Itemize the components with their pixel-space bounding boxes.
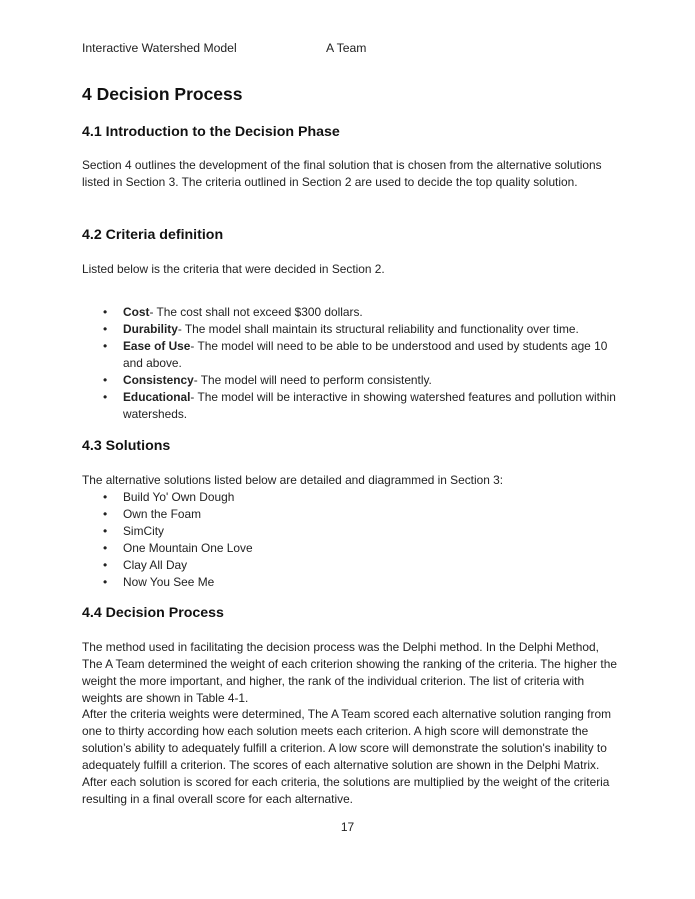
list-item: [82, 389, 622, 423]
list-item: • One Mountain One Love: [82, 540, 622, 557]
criterion-description: - The cost shall not exceed $300 dollars.: [149, 305, 363, 319]
decision-paragraph-2: After the criteria weights were determined, The A Team scored each alternative solution ranging from one to thirty according how each solution meets each criterion. A high score will demonstrate the solution’s ability to adequately fulfill a criterion. A low score will demonstrate the solution's inability to adequately fulfill a criterion. The scores of each alternative solution are shown in the Delphi Matrix. After each solution is scored for each criteria, the solutions are multiplied by the weight of the criteria resulting in a final overall score for each alternative.: [82, 707, 611, 806]
heading-4-4: 4.4 Decision Process: [82, 605, 224, 621]
criterion-term: Durability: [123, 322, 178, 336]
criterion-description: - The model will need to be able to be understood and used by students age 10 and above.: [123, 339, 608, 370]
list-item: [82, 338, 622, 372]
header-document-title: Interactive Watershed Model: [82, 41, 237, 55]
criterion-description: - The model will be interactive in showing watershed features and pollution within watersheds.: [123, 390, 616, 421]
criteria-intro: Listed below is the criteria that were decided in Section 2.: [82, 262, 385, 276]
heading-4-3: 4.3 Solutions: [82, 438, 171, 454]
criteria-list: [82, 304, 622, 423]
list-item: [82, 321, 622, 338]
list-item: [82, 372, 622, 389]
list-item: • SimCity: [82, 523, 622, 540]
heading-4-1: 4.1 Introduction to the Decision Phase: [82, 124, 340, 140]
criterion-term: Consistency: [123, 373, 194, 387]
decision-paragraph-1: The method used in facilitating the decision process was the Delphi method. In the Delphi Method, The A Team determined the weight of each criterion showing the ranking of the criteria. The higher the weight the more important, and higher, the rank of the individual criterion. The list of criteria with weights are shown in Table 4-1.: [82, 640, 617, 705]
list-item: • Clay All Day: [82, 557, 622, 574]
intro-paragraph: Section 4 outlines the development of the final solution that is chosen from the alternative solutions listed in Section 3. The criteria outlined in Section 2 are used to decide the top quality solution.: [82, 158, 602, 189]
list-item: [82, 304, 622, 321]
criterion-term: Cost: [123, 305, 150, 319]
criterion-term: Ease of Use: [123, 339, 191, 353]
criterion-description: - The model will need to perform consistently.: [193, 373, 432, 387]
list-item: • Now You See Me: [82, 574, 622, 591]
running-header: [82, 41, 367, 55]
solutions-intro: The alternative solutions listed below are detailed and diagrammed in Section 3:: [82, 473, 504, 487]
section-title: 4 Decision Process: [82, 84, 243, 104]
page-number: 17: [340, 820, 355, 834]
heading-4-2: 4.2 Criteria definition: [82, 227, 224, 243]
criterion-term: Educational: [123, 390, 191, 404]
criterion-description: - The model shall maintain its structural reliability and functionality over time.: [177, 322, 579, 336]
header-team-name: A Team: [326, 41, 367, 55]
list-item: • Build Yo' Own Dough: [82, 489, 622, 506]
solutions-list: [82, 489, 622, 591]
list-item: • Own the Foam: [82, 506, 622, 523]
